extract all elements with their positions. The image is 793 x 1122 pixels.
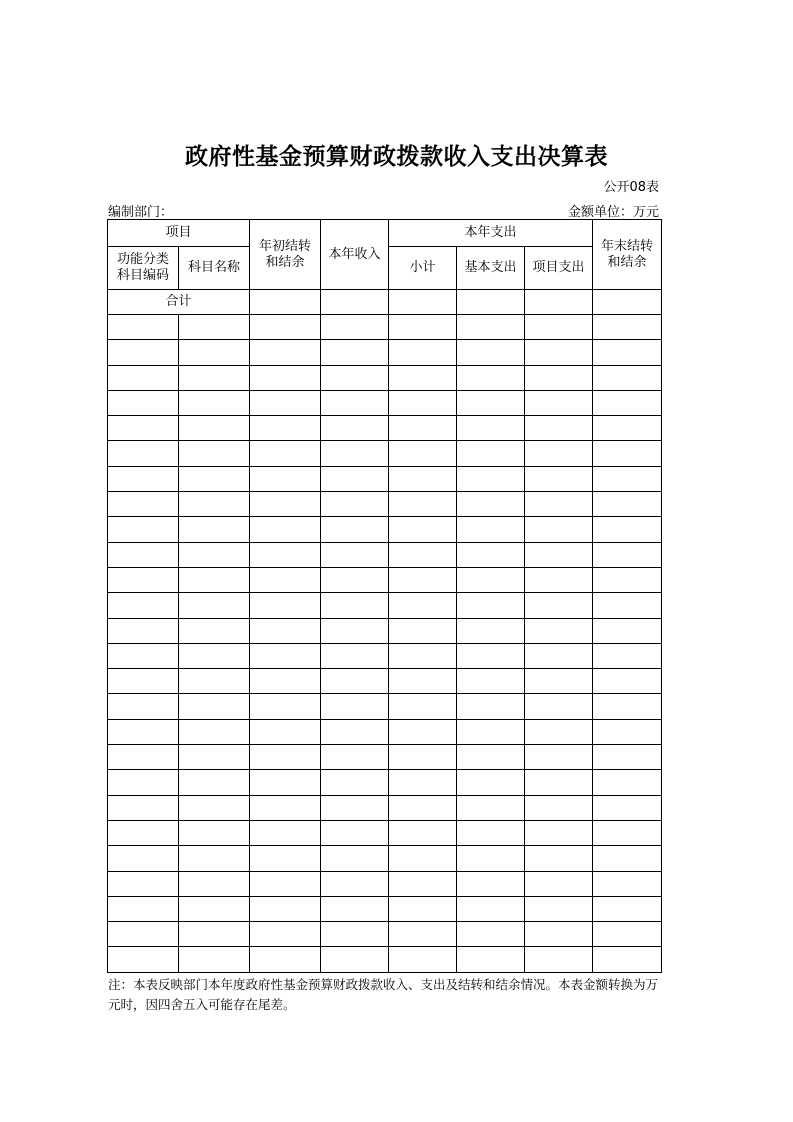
table-cell [108, 846, 179, 871]
table-cell [389, 492, 457, 517]
table-row [108, 618, 662, 643]
table-cell [593, 517, 662, 542]
table-cell [250, 846, 321, 871]
footnote: 注：本表反映部门本年度政府性基金预算财政拨款收入、支出及结转和结余情况。本表金额转换为万元时，因四舍五入可能存在尾差。 [108, 977, 659, 1012]
table-row [108, 922, 662, 947]
table-cell [250, 542, 321, 567]
table-cell [389, 340, 457, 365]
table-cell [179, 947, 250, 972]
table-cell [389, 770, 457, 795]
table-cell [525, 542, 593, 567]
table-cell [250, 517, 321, 542]
table-cell [593, 719, 662, 744]
table-cell [525, 618, 593, 643]
table-cell [250, 416, 321, 441]
table-cell [108, 871, 179, 896]
table-cell [525, 567, 593, 592]
table-cell [108, 947, 179, 972]
table-cell [389, 922, 457, 947]
table-cell [321, 365, 389, 390]
table-cell [108, 567, 179, 592]
table-cell [593, 846, 662, 871]
table-cell [525, 669, 593, 694]
table-cell [525, 517, 593, 542]
table-cell [593, 795, 662, 820]
table-row [108, 593, 662, 618]
table-cell [250, 390, 321, 415]
table-cell [179, 922, 250, 947]
table-row [108, 567, 662, 592]
table-cell [250, 492, 321, 517]
table-cell [525, 694, 593, 719]
table-cell [108, 390, 179, 415]
total-cell [250, 290, 321, 315]
table-cell [250, 871, 321, 896]
table-row [108, 719, 662, 744]
table-cell [593, 340, 662, 365]
table-cell [593, 416, 662, 441]
table-cell [108, 416, 179, 441]
table-cell [457, 593, 525, 618]
table-cell [389, 315, 457, 340]
table-row [108, 315, 662, 340]
table-cell [389, 719, 457, 744]
table-cell [525, 846, 593, 871]
table-cell [179, 618, 250, 643]
table-row [108, 745, 662, 770]
table-cell [389, 871, 457, 896]
table-cell [593, 542, 662, 567]
budget-table [107, 219, 662, 973]
table-cell [179, 365, 250, 390]
table-cell [250, 593, 321, 618]
table-cell [457, 567, 525, 592]
table-cell [321, 770, 389, 795]
table-cell [525, 820, 593, 845]
table-cell [179, 567, 250, 592]
table-cell [179, 517, 250, 542]
table-cell [250, 441, 321, 466]
table-cell [389, 365, 457, 390]
table-cell [179, 669, 250, 694]
table-cell [108, 820, 179, 845]
table-cell [108, 315, 179, 340]
table-cell [525, 593, 593, 618]
table-cell [250, 669, 321, 694]
table-cell [457, 492, 525, 517]
table-cell [389, 820, 457, 845]
header-func-code [108, 247, 179, 290]
table-cell [108, 365, 179, 390]
table-cell [389, 795, 457, 820]
table-cell [389, 618, 457, 643]
table-cell [457, 846, 525, 871]
header-begin-balance-text: 年初结转 和结余 [259, 238, 312, 270]
table-cell [250, 795, 321, 820]
table-cell [250, 896, 321, 921]
table-cell [593, 896, 662, 921]
table-row [108, 390, 662, 415]
table-cell [108, 669, 179, 694]
table-cell [108, 593, 179, 618]
table-cell [179, 745, 250, 770]
table-row [108, 694, 662, 719]
table-cell [179, 340, 250, 365]
table-cell [457, 441, 525, 466]
table-row [108, 820, 662, 845]
table-cell [321, 871, 389, 896]
table-cell [389, 694, 457, 719]
table-cell [321, 669, 389, 694]
table-cell [389, 466, 457, 491]
table-cell [389, 593, 457, 618]
table-cell [321, 492, 389, 517]
table-cell [457, 795, 525, 820]
table-cell [108, 922, 179, 947]
table-cell [321, 390, 389, 415]
table-cell [389, 669, 457, 694]
table-cell [321, 846, 389, 871]
table-cell [250, 567, 321, 592]
table-cell [179, 593, 250, 618]
table-cell [179, 896, 250, 921]
table-row [108, 441, 662, 466]
table-cell [250, 466, 321, 491]
table-cell [108, 340, 179, 365]
table-cell [593, 669, 662, 694]
table-cell [389, 567, 457, 592]
header-basic-expense: 基本支出 [457, 247, 525, 290]
table-cell [525, 390, 593, 415]
table-cell [321, 922, 389, 947]
table-cell [108, 466, 179, 491]
header-func-code-text: 功能分类 科目编码 [116, 252, 169, 283]
table-cell [525, 896, 593, 921]
table-cell [525, 441, 593, 466]
table-cell [179, 315, 250, 340]
table-cell [457, 340, 525, 365]
table-cell [179, 441, 250, 466]
table-cell [593, 492, 662, 517]
table-cell [321, 694, 389, 719]
table-row [108, 492, 662, 517]
page-title: 政府性基金预算财政拨款收入支出决算表 [185, 144, 608, 170]
table-cell [593, 820, 662, 845]
table-cell [179, 694, 250, 719]
table-cell [457, 618, 525, 643]
table-cell [593, 922, 662, 947]
table-cell [457, 390, 525, 415]
table-cell [593, 441, 662, 466]
table-cell [593, 466, 662, 491]
table-cell [389, 896, 457, 921]
table-cell [321, 517, 389, 542]
table-row [108, 896, 662, 921]
table-row [108, 340, 662, 365]
table-cell [525, 719, 593, 744]
table-cell [593, 390, 662, 415]
table-row [108, 517, 662, 542]
table-cell [250, 694, 321, 719]
table-cell [389, 947, 457, 972]
table-cell [389, 542, 457, 567]
table-cell [525, 922, 593, 947]
table-cell [321, 593, 389, 618]
table-cell [593, 618, 662, 643]
table-cell [250, 643, 321, 668]
table-cell [321, 947, 389, 972]
table-cell [457, 922, 525, 947]
table-cell [108, 618, 179, 643]
table-row [108, 669, 662, 694]
table-cell [525, 770, 593, 795]
table-cell [250, 365, 321, 390]
header-end-balance [593, 220, 662, 290]
table-cell [108, 770, 179, 795]
header-end-balance-text: 年末结转 和结余 [601, 238, 654, 270]
table-row [108, 365, 662, 390]
table-row [108, 795, 662, 820]
table-cell [179, 542, 250, 567]
table-cell [457, 694, 525, 719]
table-cell [321, 745, 389, 770]
table-cell [457, 365, 525, 390]
table-cell [389, 745, 457, 770]
table-cell [321, 441, 389, 466]
table-cell [179, 643, 250, 668]
table-cell [525, 871, 593, 896]
header-project-expense: 项目支出 [525, 247, 593, 290]
table-cell [457, 542, 525, 567]
table-cell [250, 719, 321, 744]
total-cell [593, 290, 662, 315]
table-cell [179, 416, 250, 441]
header-subject-name: 科目名称 [179, 247, 250, 290]
table-cell [593, 567, 662, 592]
table-row [108, 643, 662, 668]
table-cell [525, 745, 593, 770]
total-cell [321, 290, 389, 315]
table-cell [457, 745, 525, 770]
table-cell [179, 770, 250, 795]
table-cell [179, 390, 250, 415]
form-code: 公开08表 [603, 180, 659, 195]
table-cell [321, 466, 389, 491]
table-cell [593, 593, 662, 618]
table-cell [250, 947, 321, 972]
table-row [108, 871, 662, 896]
table-cell [179, 795, 250, 820]
table-cell [525, 947, 593, 972]
table-cell [457, 820, 525, 845]
table-cell [179, 846, 250, 871]
table-cell [389, 517, 457, 542]
table-cell [457, 770, 525, 795]
table-cell [593, 315, 662, 340]
table-cell [457, 669, 525, 694]
table-cell [593, 947, 662, 972]
table-cell [250, 745, 321, 770]
table-cell [593, 694, 662, 719]
table-row [108, 416, 662, 441]
table-cell [525, 643, 593, 668]
table-cell [108, 643, 179, 668]
table-cell [321, 340, 389, 365]
table-row [108, 846, 662, 871]
total-label: 合计 [108, 290, 250, 315]
table-cell [389, 441, 457, 466]
table-cell [593, 871, 662, 896]
table-row [108, 947, 662, 972]
table-cell [108, 896, 179, 921]
header-income: 本年收入 [321, 220, 389, 290]
total-row [108, 290, 662, 315]
table-cell [457, 643, 525, 668]
table-cell [179, 719, 250, 744]
org-label: 编制部门： [108, 205, 174, 220]
table-cell [457, 466, 525, 491]
table-cell [321, 315, 389, 340]
total-cell [389, 290, 457, 315]
table-cell [250, 922, 321, 947]
table-cell [108, 694, 179, 719]
table-cell [389, 643, 457, 668]
table-cell [593, 365, 662, 390]
header-expense: 本年支出 [389, 220, 593, 247]
table-cell [457, 947, 525, 972]
table-row [108, 466, 662, 491]
table-cell [108, 492, 179, 517]
total-cell [457, 290, 525, 315]
table-cell [250, 770, 321, 795]
table-cell [108, 745, 179, 770]
table-cell [179, 871, 250, 896]
table-cell [389, 416, 457, 441]
table-cell [457, 517, 525, 542]
table-cell [250, 820, 321, 845]
table-cell [457, 416, 525, 441]
table-cell [179, 466, 250, 491]
unit-label: 金额单位：万元 [567, 205, 659, 220]
table-cell [593, 643, 662, 668]
table-cell [457, 315, 525, 340]
table-cell [457, 871, 525, 896]
total-cell [525, 290, 593, 315]
table-cell [525, 340, 593, 365]
table-cell [321, 416, 389, 441]
table-cell [321, 719, 389, 744]
table-cell [525, 795, 593, 820]
table-row [108, 542, 662, 567]
table-cell [525, 315, 593, 340]
table-cell [389, 390, 457, 415]
table-cell [179, 820, 250, 845]
table-cell [321, 820, 389, 845]
table-cell [321, 567, 389, 592]
table-cell [593, 745, 662, 770]
table-cell [108, 795, 179, 820]
table-cell [525, 365, 593, 390]
table-cell [457, 719, 525, 744]
table-cell [525, 466, 593, 491]
header-begin-balance [250, 220, 321, 290]
table-cell [593, 770, 662, 795]
table-cell [250, 618, 321, 643]
table-cell [389, 846, 457, 871]
table-cell [108, 719, 179, 744]
table-cell [321, 896, 389, 921]
table-cell [108, 542, 179, 567]
table-cell [321, 643, 389, 668]
table-cell [108, 441, 179, 466]
header-subtotal: 小计 [389, 247, 457, 290]
table-cell [321, 618, 389, 643]
table-cell [250, 315, 321, 340]
table-cell [321, 795, 389, 820]
table-cell [108, 517, 179, 542]
header-item: 项目 [108, 220, 250, 247]
table-cell [179, 492, 250, 517]
table-cell [525, 492, 593, 517]
table-cell [250, 340, 321, 365]
table-row [108, 770, 662, 795]
table-cell [321, 542, 389, 567]
table-cell [457, 896, 525, 921]
table-cell [525, 416, 593, 441]
